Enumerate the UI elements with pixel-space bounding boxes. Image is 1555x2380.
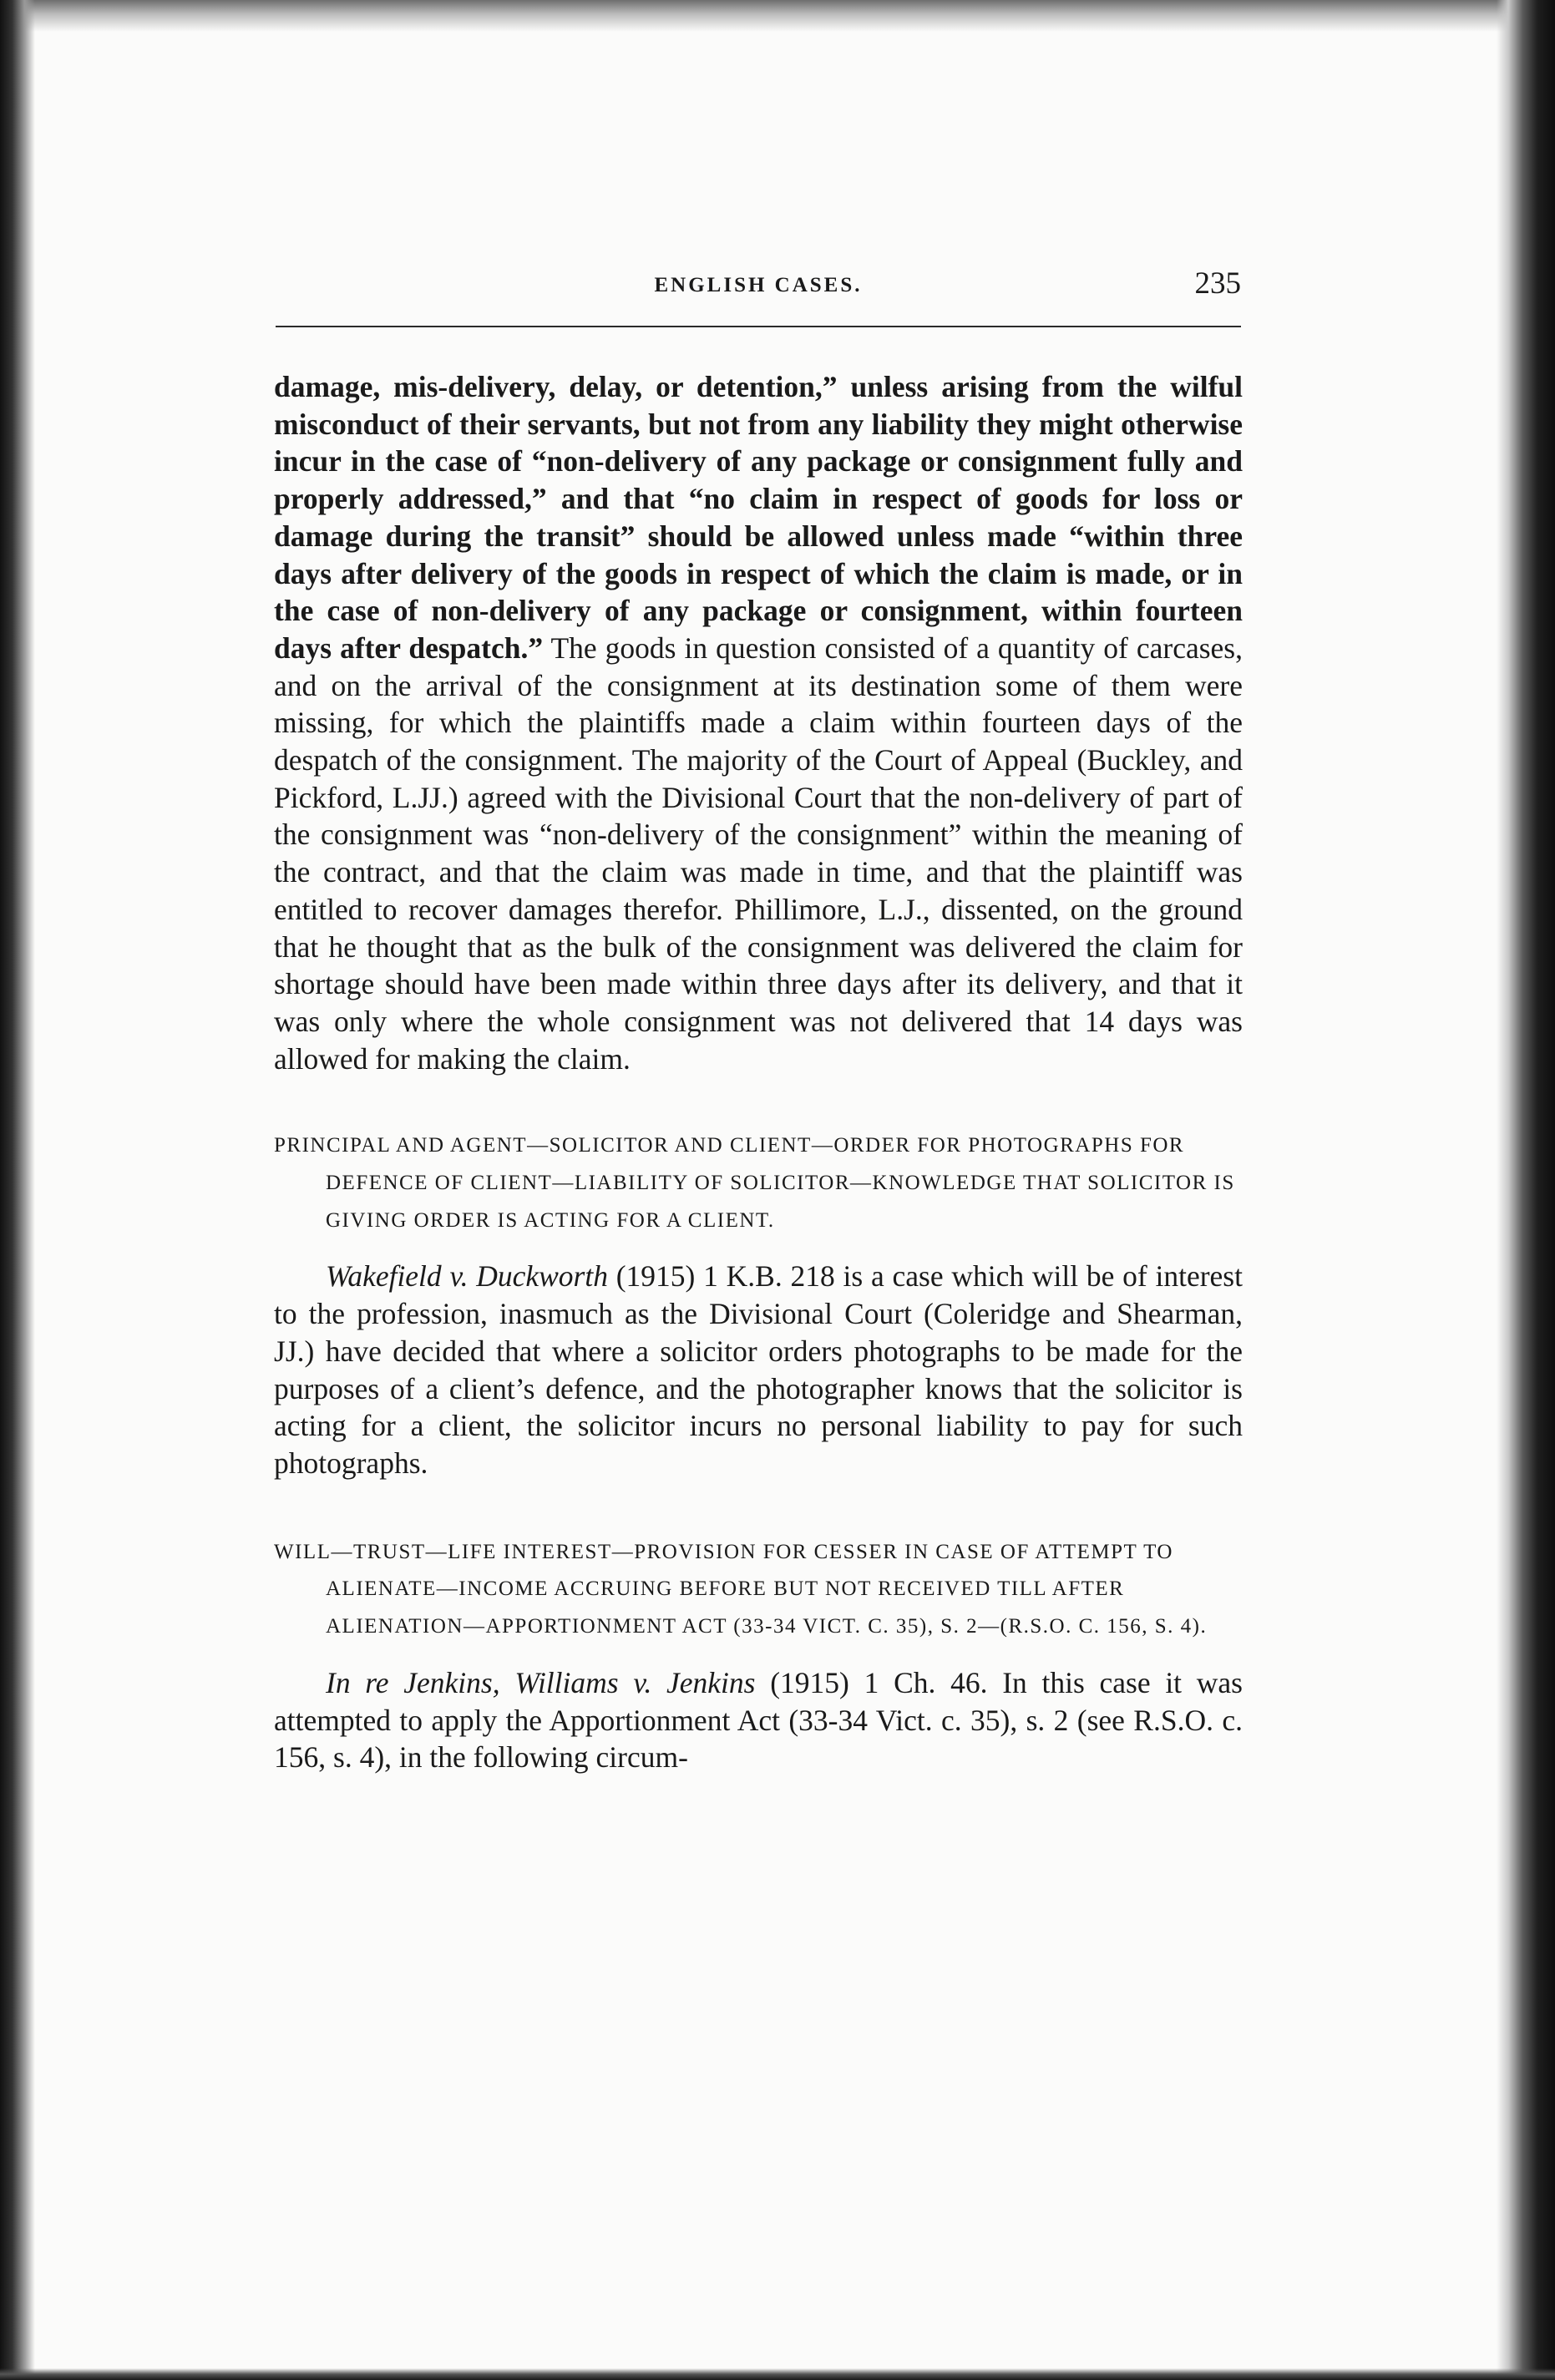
page-number: 235 [1194,266,1241,301]
section-principal-and-agent [274,1127,1243,1481]
body-paragraph [274,368,1243,1077]
scan-edge-left [0,0,35,2380]
header-rule [276,326,1241,327]
case-text: (1915) 1 K.B. 218 is a case which will be of interest to the profession, inasmuch as the Divisional Court (Coleridge and Shearman, JJ.) have decided that where a solicitor orders photographs to be made for the purposes of a client’s defence, and the photographer knows that the solicitor is acting for a client, the solicitor incurs no personal liability to pay for such photographs. [274,1259,1243,1480]
page-content [274,368,1243,1776]
section-heading: WILL—TRUST—LIFE INTEREST—PROVISION FOR CESSER IN CASE OF ATTEMPT TO ALIENATE—INCOME ACCRUING BEFORE BUT NOT RECEIVED TILL AFTER ALIENATION—APPORTIONMENT ACT (33-34 VICT. C. 35), S. 2—(R.S.O. C. 156, S. 4). [274,1540,1208,1638]
case-name: Wakefield v. Duckworth [326,1259,608,1294]
case-text: (1915) 1 Ch. 46. In this case it was attempted to apply the Apportionment Act (33-34 Vict. c. 35), s. 2 (see R.S.O. c. 156, s. 4), in the following circum- [274,1665,1243,1775]
body-paragraph-bold-part: damage, mis-delivery, delay, or detention,” unless arising from the wilful misconduct of their servants, but not from any liability they might otherwise incur in the case of “non-delivery of any package or consignment fully and properly addressed,” and that “no claim in respect of goods for loss or damage during the transit” should be allowed unless made “within three days after delivery of the goods in respect of which the claim is made, or in the case of non-delivery of any package or consignment, within fourteen days after despatch.” [274,370,1243,665]
case-paragraph [274,1258,1243,1481]
scan-edge-bottom [0,2368,1555,2380]
scan-edge-top [0,0,1555,32]
case-paragraph [274,1664,1243,1776]
running-head: ENGLISH CASES. [654,274,863,296]
page-header [276,266,1241,316]
scan-edge-right [1497,0,1555,2380]
body-paragraph-continuation: The goods in question consisted of a quantity of carcases, and on the arrival of the consignment at its destination some of them were missing, for which the plaintiffs made a claim within fourteen days of the despatch of the consignment. The majority of the Court of Appeal (Buckley, and Pickford, L.JJ.) agreed with the Divisional Court that the non-delivery of part of the consignment was “non-delivery of the consignment” within the meaning of the contract, and that the claim was made in time, and that the plaintiff was entitled to recover damages therefor. Phillimore, L.J., dissented, on the ground that he thought that as the bulk of the consignment was delivered the claim for shortage should have been made within three days after its delivery, and that it was only where the whole consignment was not delivered that 14 days was allowed for making the claim. [274,630,1243,1076]
section-heading: PRINCIPAL AND AGENT—SOLICITOR AND CLIENT—ORDER FOR PHOTOGRAPHS FOR DEFENCE OF CLIENT—LIABILITY OF SOLICITOR—KNOWLEDGE THAT SOLICITOR IS GIVING ORDER IS ACTING FOR A CLIENT. [274,1134,1235,1232]
case-name: In re Jenkins, Williams v. Jenkins [326,1665,756,1699]
section-will-trust [274,1534,1243,1776]
